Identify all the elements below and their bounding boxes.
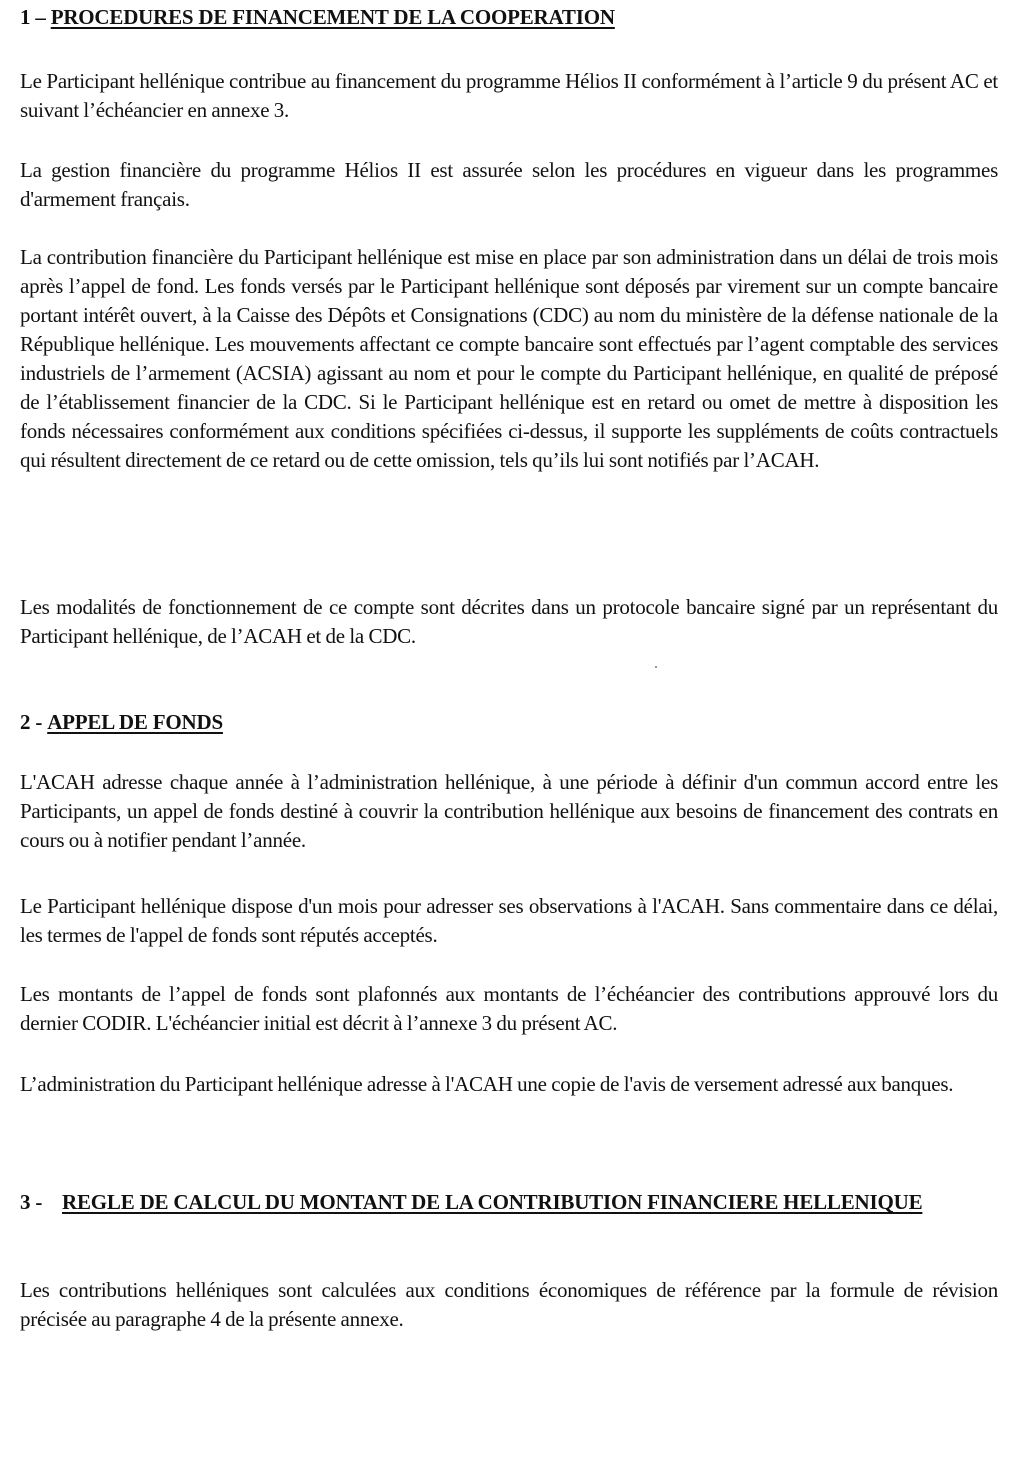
section-2-paragraph-4-block <box>20 1070 998 1099</box>
section-2-title: APPEL DE FONDS <box>47 710 223 734</box>
section-1-title: PROCEDURES DE FINANCEMENT DE LA COOPERATION <box>50 5 615 29</box>
section-1-paragraph-4-block <box>20 593 998 651</box>
section-1 <box>20 4 998 30</box>
section-2 <box>20 709 998 735</box>
section-2-paragraph-3-block <box>20 980 998 1038</box>
section-1-paragraph-1-block <box>20 67 998 125</box>
section-2-paragraph-2-block <box>20 892 998 950</box>
section-1-heading <box>20 4 998 30</box>
section-3-heading <box>20 1189 998 1215</box>
section-1-paragraph-3: La contribution financière du Participant hellénique est mise en place par son administration dans un délai de trois mois après l’appel de fond. Les fonds versés par le Participant hellénique sont déposés par virement sur un compte bancaire portant intérêt ouvert, à la Caisse des Dépôts et Consignations (CDC) au nom du ministère de la défense nationale de la République hellénique. Les mouvements affectant ce compte bancaire sont effectués par l’agent comptable des services industriels de l’armement (ACSIA) agissant au nom et pour le compte du Participant hellénique, en qualité de préposé de l’établissement financier de la CDC. Si le Participant hellénique est en retard ou omet de mettre à disposition les fonds nécessaires conformément aux conditions spécifiées ci-dessus, il supporte les suppléments de coûts contractuels qui résultent directement de ce retard ou de cette omission, tels qu’ils lui sont notifiés par l’ACAH. <box>20 245 998 472</box>
section-2-paragraph-1-block <box>20 768 998 855</box>
section-1-paragraph-2: La gestion financière du programme Hélios II est assurée selon les procédures en vigueur dans les programmes d'armement français. <box>20 158 998 211</box>
section-1-paragraph-3-block <box>20 243 998 475</box>
section-2-paragraph-2: Le Participant hellénique dispose d'un mois pour adresser ses observations à l'ACAH. Sans commentaire dans ce délai, les termes de l'appel de fonds sont réputés acceptés. <box>20 894 998 947</box>
section-2-paragraph-1: L'ACAH adresse chaque année à l’administration hellénique, à une période à définir d'un commun accord entre les Participants, un appel de fonds destiné à couvrir la contribution hellénique aux besoins de financement des contrats en cours ou à notifier pendant l’année. <box>20 770 998 852</box>
section-3-paragraph-1: Les contributions helléniques sont calculées aux conditions économiques de référence par la formule de révision précisée au paragraphe 4 de la présente annexe. <box>20 1278 998 1331</box>
section-3 <box>20 1189 998 1215</box>
section-3-title: REGLE DE CALCUL DU MONTANT DE LA CONTRIBUTION FINANCIERE HELLENIQUE <box>62 1190 923 1214</box>
section-3-paragraph-1-block <box>20 1276 998 1334</box>
section-2-paragraph-4: L’administration du Participant hellénique adresse à l'ACAH une copie de l'avis de versement adressé aux banques. <box>20 1072 954 1096</box>
scan-speck <box>655 666 657 668</box>
section-1-number: 1 – <box>20 5 51 29</box>
section-2-paragraph-3: Les montants de l’appel de fonds sont plafonnés aux montants de l’échéancier des contributions approuvé lors du dernier CODIR. L'échéancier initial est décrit à l’annexe 3 du présent AC. <box>20 982 998 1035</box>
section-2-heading <box>20 709 998 735</box>
section-1-paragraph-1: Le Participant hellénique contribue au financement du programme Hélios II conformément à l’article 9 du présent AC et suivant l’échéancier en annexe 3. <box>20 69 998 122</box>
section-1-paragraph-4: Les modalités de fonctionnement de ce compte sont décrites dans un protocole bancaire signé par un représentant du Participant hellénique, de l’ACAH et de la CDC. <box>20 595 998 648</box>
section-2-number: 2 - <box>20 710 48 734</box>
section-3-number: 3 - <box>20 1190 48 1214</box>
section-1-paragraph-2-block <box>20 156 998 214</box>
